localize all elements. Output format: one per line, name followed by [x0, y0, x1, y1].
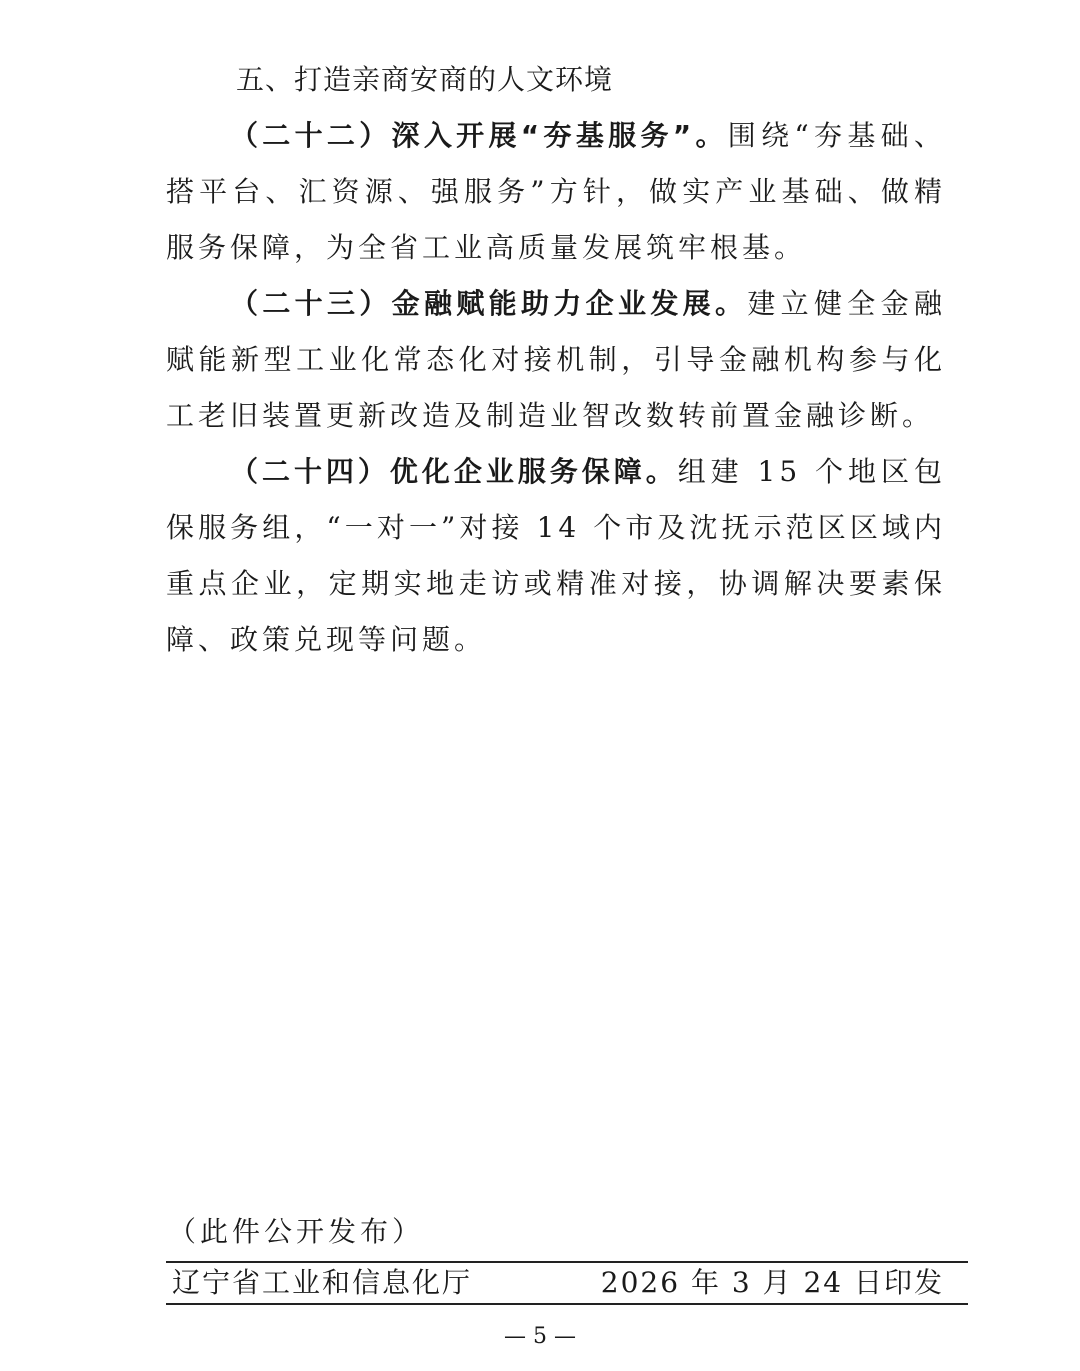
paragraph-22-lead: （二十二）深入开展“夯基服务”。 [230, 119, 728, 152]
footer-divider-bottom [166, 1303, 968, 1305]
document-body [166, 52, 946, 668]
paragraph-23-body: 建立健全金融赋能新型工业化常态化对接机制，引导金融机构参与化工老旧装置更新改造及制造业智改数转前置金融诊断。 [166, 287, 946, 432]
public-release-note: （此件公开发布） [168, 1215, 425, 1248]
paragraph-23 [166, 276, 946, 444]
paragraph-22 [166, 108, 946, 276]
footer-organization: 辽宁省工业和信息化厅 [172, 1266, 473, 1299]
page-number: — 5 — [504, 1324, 576, 1349]
paragraph-22-body: 围绕“夯基础、搭平台、汇资源、强服务”方针，做实产业基础、做精服务保障，为全省工业高质量发展筑牢根基。 [166, 119, 946, 264]
section-heading: 五、打造亲商安商的人文环境 [236, 63, 614, 96]
footer-print-date: 2026 年 3 月 24 日印发 [600, 1266, 944, 1299]
paragraph-23-lead: （二十三）金融赋能助力企业发展。 [230, 287, 748, 320]
paragraph-24-lead: （二十四）优化企业服务保障。 [230, 455, 678, 488]
paragraph-24 [166, 444, 946, 668]
paragraph-24-body: 组建 15 个地区包保服务组，“一对一”对接 14 个市及沈抚示范区区域内重点企业，定期实地走访或精准对接，协调解决要素保障、政策兑现等问题。 [166, 455, 946, 656]
